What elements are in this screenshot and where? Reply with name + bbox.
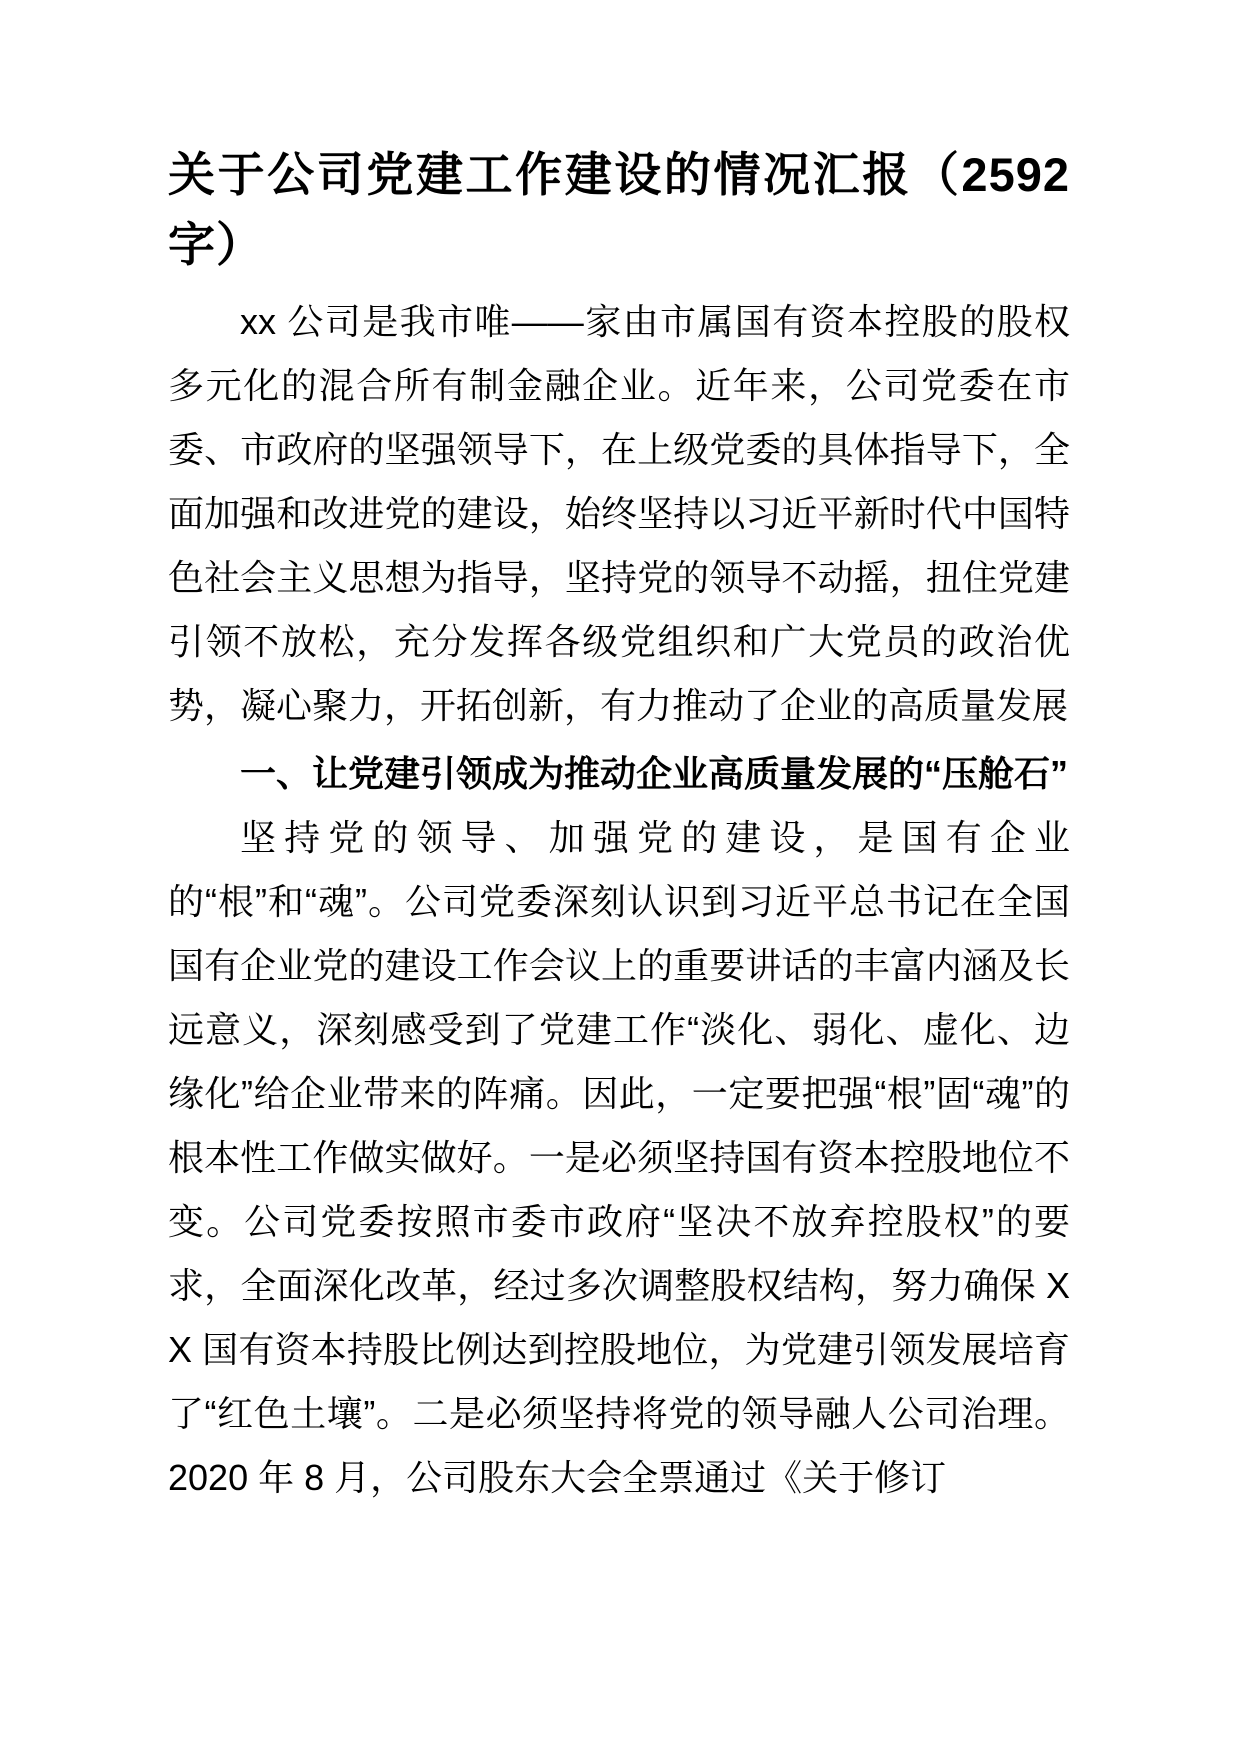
body-paragraph-section-1: 坚持党的领导、加强党的建设，是国有企业的“根”和“魂”。公司党委深刻认识到习近平总书记在全国国有企业党的建设工作会议上的重要讲话的丰富内涵及长远意义，深刻感受到了党建工作“淡化、弱化、虚化、边缘化”给企业带来的阵痛。因此，一定要把强“根”固“魂”的根本性工作做实做好。一是必须坚持国有资本控股地位不变。公司党委按照市委市政府“坚决不放弃控股权”的要求，全面深化改革，经过多次调整股权结构，努力确保 XX 国有资本持股比例达到控股地位，为党建引领发展培育了“红色土壤”。二是必须坚持将党的领导融人公司治理。2020 年 8 月，公司股东大会全票通过《关于修订 — [168, 817, 1070, 1498]
section-heading-1: 一、让党建引领成为推动企业高质量发展的“压舱石” — [240, 753, 1069, 794]
body-paragraph-intro: xx 公司是我市唯——家由市属国有资本控股的股权多元化的混合所有制金融企业。近年来，公司党委在市委、市政府的坚强领导下，在上级党委的具体指导下，全面加强和改进党的建设，始终坚持以习近平新时代中国特色社会主义思想为指导，坚持党的领导不动摇，扭住党建引领不放松，充分发挥各级党组织和广大党员的政治优势，凝心聚力，开拓创新，有力推动了企业的高质量发展 — [168, 301, 1070, 726]
document-title: 关于公司党建工作建设的情况汇报（2592 字） — [168, 148, 1070, 271]
